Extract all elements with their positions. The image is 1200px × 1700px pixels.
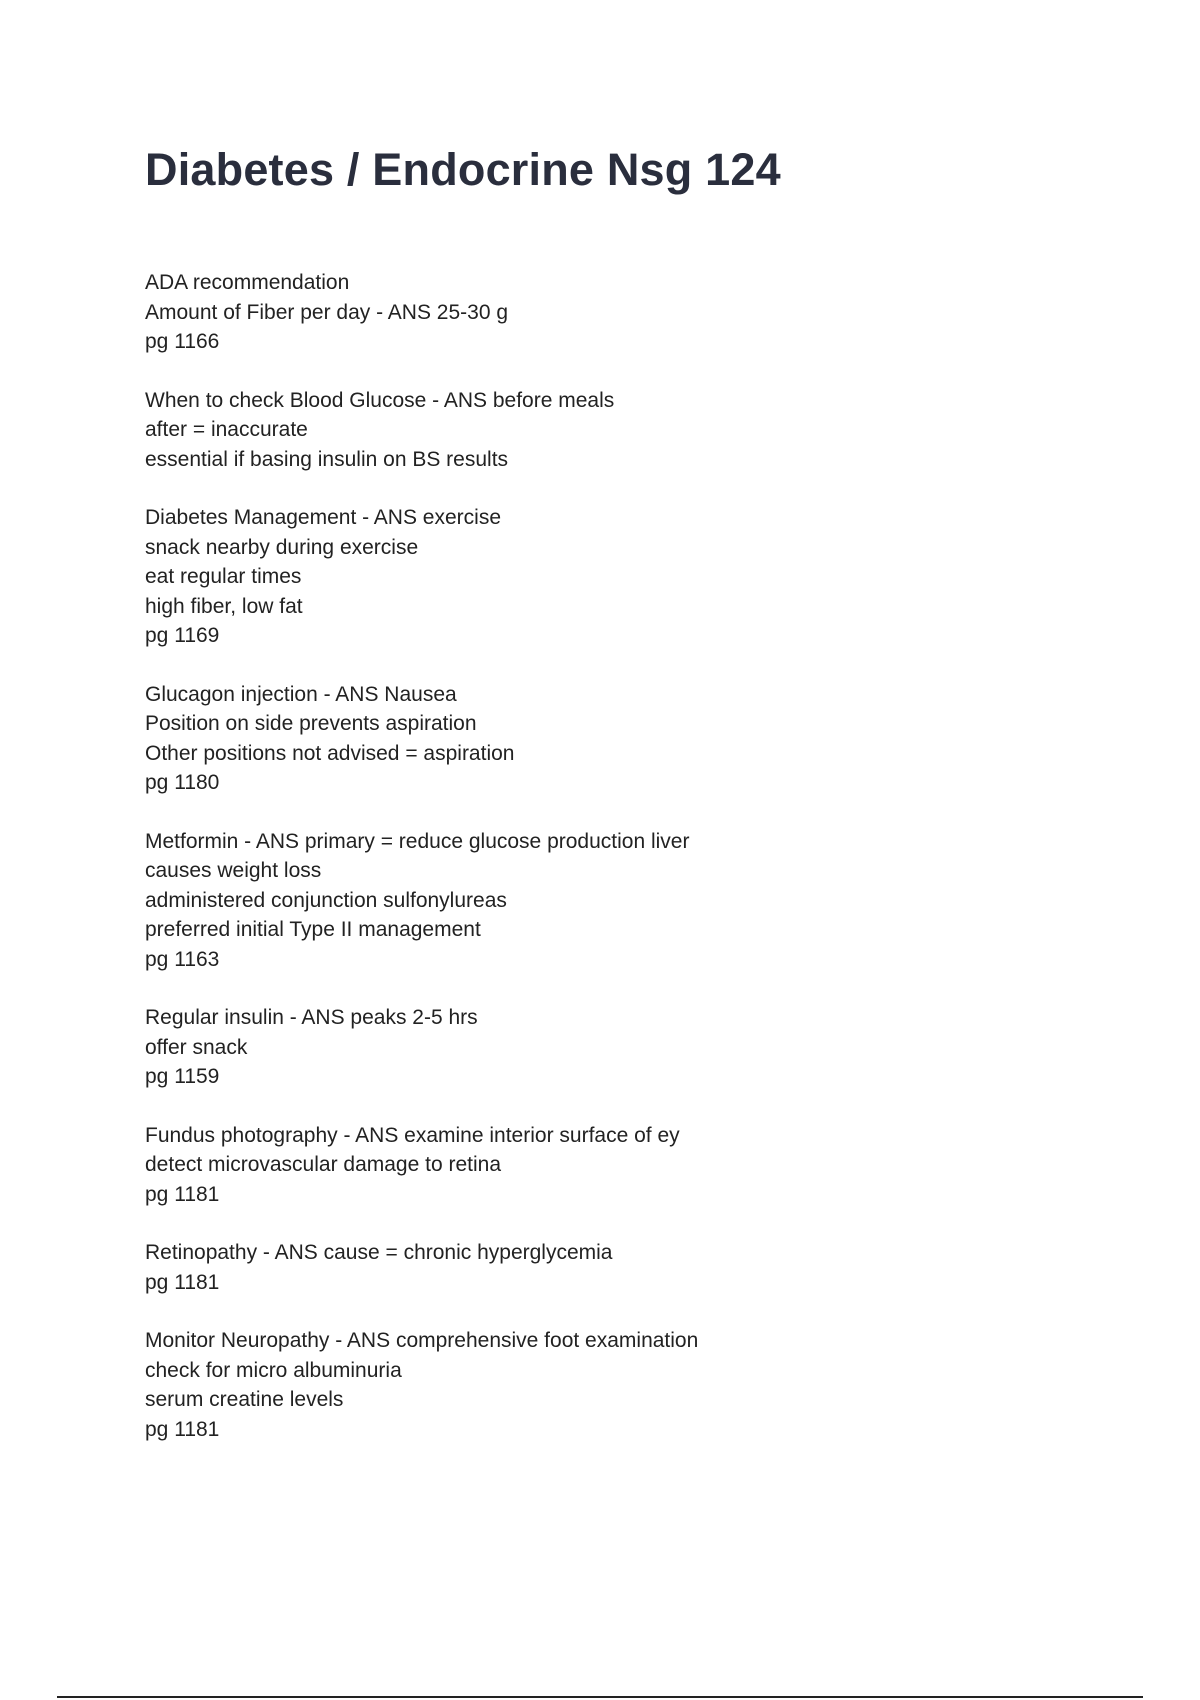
flashcard-question-line: Monitor Neuropathy - ANS comprehensive foot examination: [145, 1329, 699, 1352]
flashcard-block: [145, 503, 1045, 651]
flashcard-answer-line: serum creatine levels: [145, 1388, 344, 1411]
flashcard-answer-line: pg 1181: [145, 1270, 220, 1294]
flashcard-answer-line: Other positions not advised = aspiration: [145, 741, 515, 765]
flashcard-block: [145, 268, 1045, 357]
flashcard-answer-line: pg 1181: [145, 1417, 220, 1441]
flashcard-answer-line: offer snack: [145, 1035, 248, 1059]
flashcard-question-line: Glucagon injection - ANS Nausea: [145, 682, 457, 706]
flashcard-block: [145, 1121, 1045, 1210]
flashcard-block: [145, 680, 1045, 798]
footer-divider: [57, 1696, 1143, 1698]
flashcard-answer-line: administered conjunction sulfonylureas: [145, 888, 507, 912]
flashcard-question-line: Regular insulin - ANS peaks 2-5 hrs: [145, 1006, 478, 1029]
flashcard-answer-line: check for micro albuminuria: [145, 1358, 402, 1382]
flashcard-answer-line: pg 1159: [145, 1065, 220, 1088]
flashcard-answer-line: pg 1169: [145, 624, 220, 647]
flashcard-answer-line: Amount of Fiber per day - ANS 25-30 g: [145, 300, 509, 324]
flashcard-answer-line: high fiber, low fat: [145, 594, 303, 618]
flashcard-question-line: Fundus photography - ANS examine interior surface of ey: [145, 1123, 680, 1147]
flashcard-question-line: ADA recommendation: [145, 271, 350, 294]
flashcard-answer-line: essential if basing insulin on BS results: [145, 447, 509, 471]
flashcard-answer-line: pg 1166: [145, 330, 220, 353]
flashcard-block: [145, 1326, 1045, 1444]
flashcard-answer-line: eat regular times: [145, 565, 302, 588]
flashcard-block: [145, 1238, 1045, 1297]
flashcard-answer-line: snack nearby during exercise: [145, 535, 419, 559]
flashcard-block: [145, 827, 1045, 975]
flashcard-list: [145, 268, 1045, 1473]
page-title: Diabetes / Endocrine Nsg 124: [145, 144, 781, 195]
flashcard-block: [145, 1003, 1045, 1092]
flashcard-answer-line: Position on side prevents aspiration: [145, 712, 477, 735]
flashcard-question-line: Metformin - ANS primary = reduce glucose production liver: [145, 829, 690, 853]
flashcard-answer-line: detect microvascular damage to retina: [145, 1153, 502, 1176]
flashcard-answer-line: pg 1180: [145, 771, 220, 794]
flashcard-question-line: Retinopathy - ANS cause = chronic hyperglycemia: [145, 1241, 613, 1264]
flashcard-answer-line: after = inaccurate: [145, 418, 308, 441]
flashcard-block: [145, 386, 1045, 475]
flashcard-answer-line: preferred initial Type II management: [145, 918, 481, 941]
flashcard-answer-line: causes weight loss: [145, 859, 322, 882]
flashcard-question-line: When to check Blood Glucose - ANS before meals: [145, 388, 615, 412]
flashcard-answer-line: pg 1181: [145, 1182, 220, 1206]
flashcard-question-line: Diabetes Management - ANS exercise: [145, 506, 502, 529]
flashcard-answer-line: pg 1163: [145, 947, 220, 971]
